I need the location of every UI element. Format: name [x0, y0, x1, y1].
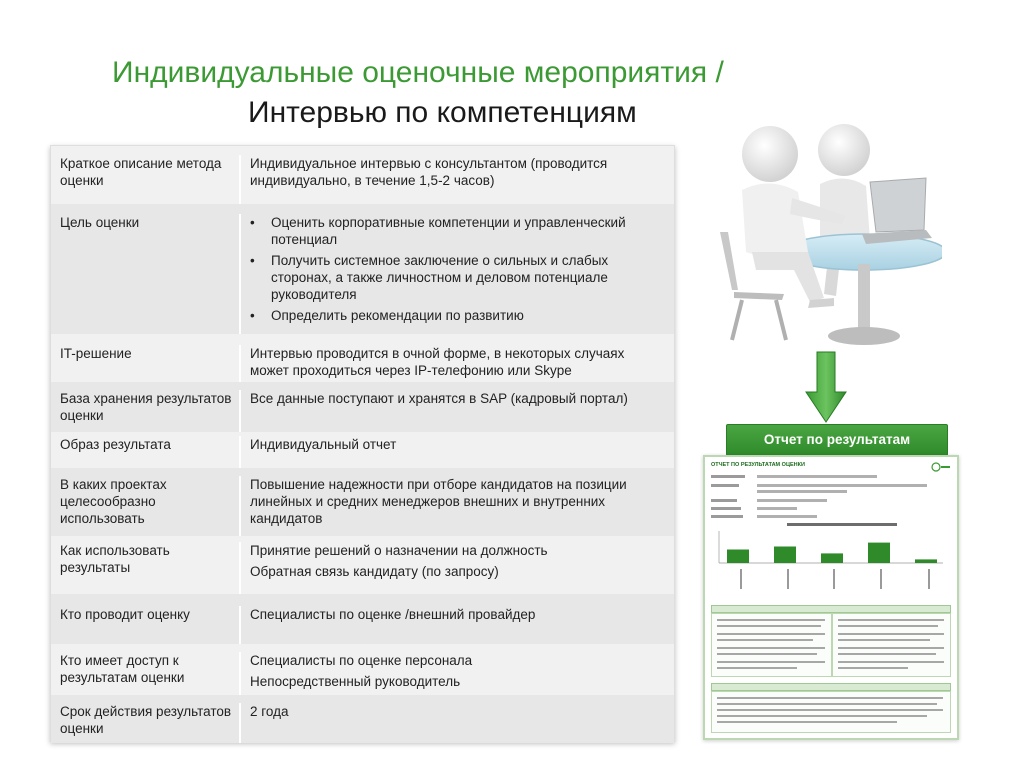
bullet-item: • Оценить корпоративные компетенции и управленческий потенциал — [250, 214, 664, 248]
interview-illustration — [712, 112, 942, 357]
row-value: Специалисты по оценке /внешний провайдер — [239, 606, 674, 644]
table-row — [51, 644, 674, 695]
table-row — [51, 536, 674, 594]
row-value: Повышение надежности при отборе кандидатов на позиции линейных и средних менеджеров внешних и внутренних кандидатов — [239, 476, 674, 536]
slide-title-line2: Интервью по компетенциям — [248, 96, 637, 129]
row-value: Специалисты по оценке персонала Непосредственный руководитель — [239, 652, 674, 695]
table-row — [51, 334, 674, 382]
report-bar — [868, 543, 890, 563]
report-bar — [821, 553, 843, 563]
row-label: Кто проводит оценку — [60, 607, 190, 622]
report-bar — [774, 547, 796, 564]
table-row — [51, 146, 674, 204]
report-doc-title: ОТЧЕТ ПО РЕЗУЛЬТАТАМ ОЦЕНКИ — [711, 462, 805, 468]
bullet-item: • Получить системное заключение о сильных и слабых сторонах, а также личностном и деловом потенциале руководителя — [250, 252, 664, 303]
table-row — [51, 468, 674, 536]
table-row — [51, 432, 674, 468]
table-row — [51, 382, 674, 432]
table-row — [51, 594, 674, 644]
row-label: База хранения результатов оценки — [60, 391, 232, 423]
row-value: Индивидуальное интервью с консультантом (проводится индивидуально, в течение 1,5-2 часов) — [239, 155, 674, 204]
report-bar-chart — [715, 529, 947, 599]
report-thumbnail — [703, 455, 959, 740]
slide-title-line1: Индивидуальные оценочные мероприятия / — [112, 56, 724, 89]
row-label: Кто имеет доступ к результатам оценки — [60, 653, 185, 685]
arrow-down-icon — [804, 350, 848, 424]
info-table — [50, 145, 675, 742]
table-row — [51, 695, 674, 743]
report-button[interactable]: Отчет по результатам — [726, 424, 948, 456]
row-value: 2 года — [239, 703, 674, 743]
row-label: Краткое описание метода оценки — [60, 156, 222, 188]
row-value: Все данные поступают и хранятся в SAP (кадровый портал) — [239, 390, 674, 432]
row-value: Принятие решений о назначении на должность Обратная связь кандидату (по запросу) — [239, 542, 674, 594]
row-label: Срок действия результатов оценки — [60, 704, 232, 736]
row-label: Цель оценки — [60, 215, 140, 230]
row-label: В каких проектах целесообразно использовать — [60, 477, 167, 526]
report-bar — [915, 559, 937, 563]
row-value — [239, 214, 674, 334]
row-value: Интервью проводится в очной форме, в некоторых случаях может проходиться через IP-телефонию или Skype — [239, 345, 674, 382]
row-label: IT-решение — [60, 346, 132, 361]
row-label: Образ результата — [60, 437, 171, 452]
bullet-item: • Определить рекомендации по развитию — [250, 307, 664, 324]
report-bar — [727, 550, 749, 564]
row-value: Индивидуальный отчет — [239, 436, 674, 468]
logo-icon — [931, 461, 951, 473]
table-row — [51, 204, 674, 334]
row-label: Как использовать результаты — [60, 543, 170, 575]
